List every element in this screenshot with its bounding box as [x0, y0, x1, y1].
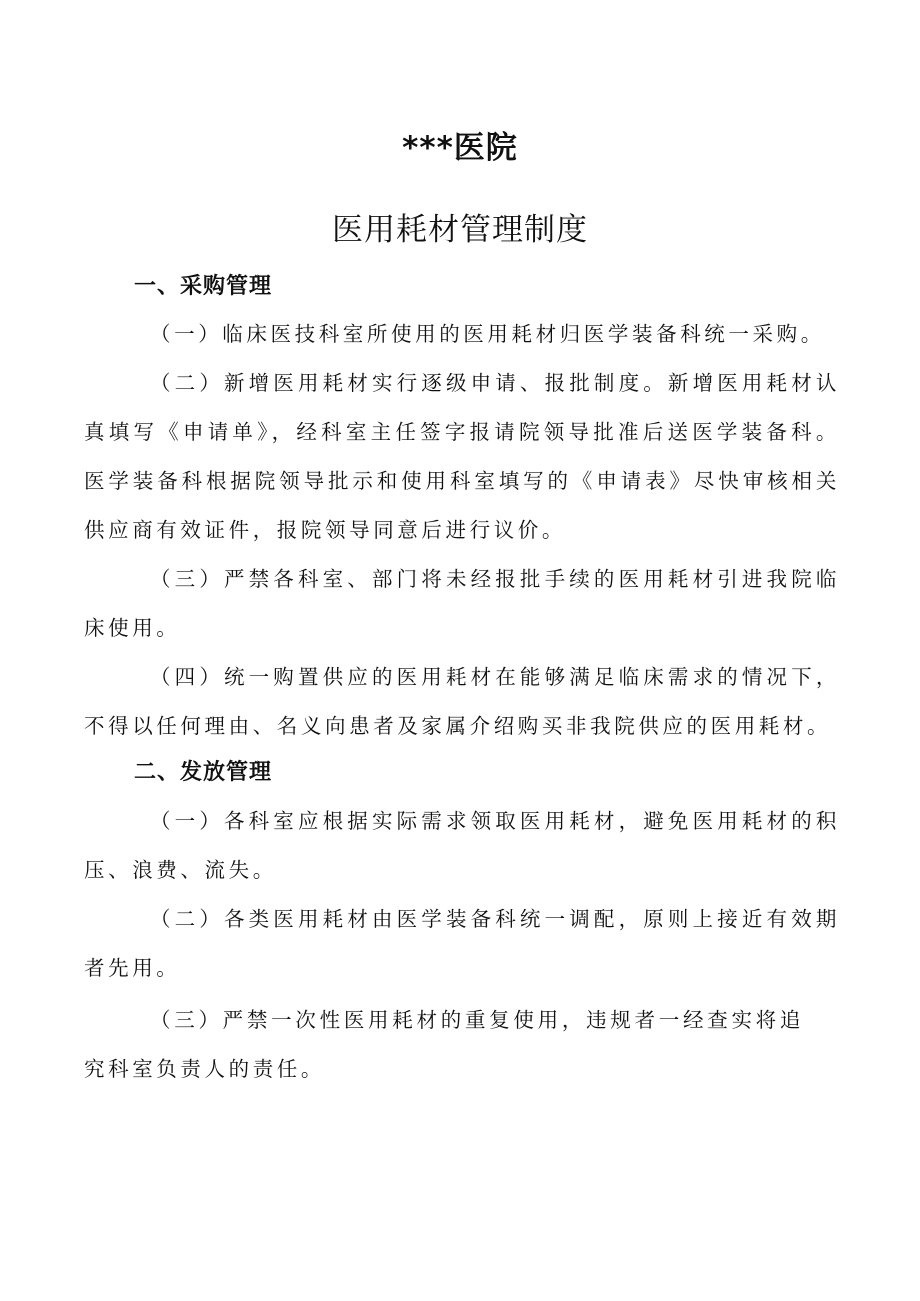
section-heading-procurement: 一、采购管理: [134, 274, 273, 299]
paragraph: （三）严禁一次性医用耗材的重复使用，违规者一经查实将追究科室负责人的责任。: [84, 1008, 804, 1081]
paragraph: （二）新增医用耗材实行逐级申请、报批制度。新增医用耗材认真填写《申请单》，经科室主任签字报请院领导批准后送医学装备科。医学装备科根据院领导批示和使用科室填写的《申请表》尽快审核相关供应商有效证件，报院领导同意后进行议价。: [84, 371, 840, 542]
paragraph: （一）各科室应根据实际需求领取医用耗材，避免医用耗材的积压、浪费、流失。: [84, 809, 840, 882]
section-heading-distribution: 二、发放管理: [134, 760, 273, 785]
hospital-name: ***医院: [402, 130, 518, 166]
document-title: 医用耗材管理制度: [332, 212, 588, 248]
paragraph: （三）严禁各科室、部门将未经报批手续的医用耗材引进我院临床使用。: [84, 567, 840, 640]
paragraph: （二）各类医用耗材由医学装备科统一调配，原则上接近有效期者先用。: [84, 907, 840, 980]
paragraph: （一）临床医技科室所使用的医用耗材归医学装备科统一采购。: [150, 322, 825, 346]
paragraph: （四）统一购置供应的医用耗材在能够满足临床需求的情况下，不得以任何理由、名义向患者及家属介绍购买非我院供应的医用耗材。: [84, 665, 840, 738]
